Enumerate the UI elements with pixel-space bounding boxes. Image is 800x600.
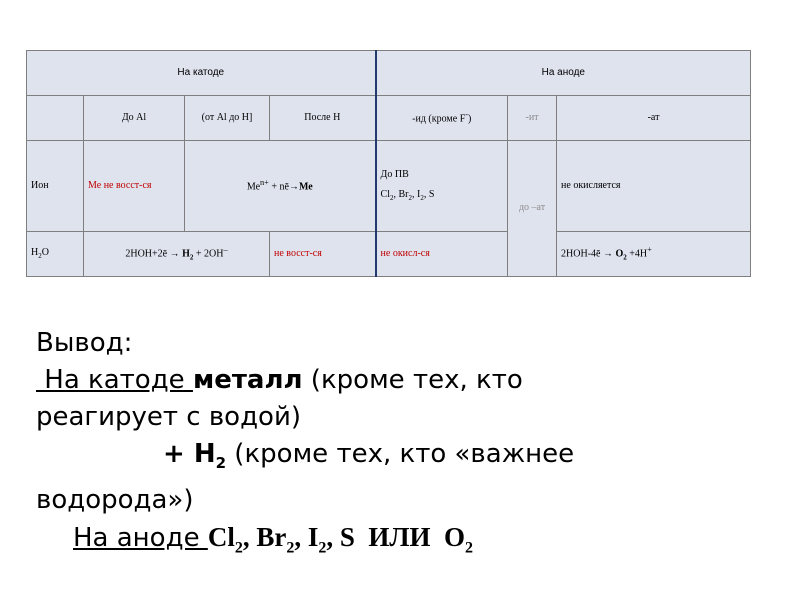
cathode-conclusion: На катоде металл (кроме тех, кто	[36, 365, 523, 395]
metal-reduction-equation: $Ме^{n+}$ + nē→Ме	[185, 141, 376, 232]
col-at-anion: -ат	[557, 96, 751, 141]
it-to-at-note: до –ат	[508, 141, 557, 277]
halide-oxidation: До ПВ $Cl_2$, $Br_2$, $I_2$, S	[376, 141, 508, 232]
ion-row-label: Ион	[27, 141, 84, 232]
water-not-oxidized: не окисл-ся	[376, 232, 508, 277]
empty-corner-cell	[27, 96, 84, 141]
hydrogen-conclusion-cont: водорода»)	[36, 485, 194, 516]
hydrogen-conclusion: + $H_2$ (кроме тех, кто «важнее	[163, 439, 575, 473]
anode-header: На аноде	[376, 51, 751, 96]
col-it-anion: -ит	[508, 96, 557, 141]
water-reduction-equation: 2HOH+2ē → $H_2 + 2OH^-$	[84, 232, 270, 277]
water-oxidation-equation: 2HOH-4ē → $O_2 +4H^+$	[557, 232, 751, 277]
cathode-header: На катоде	[27, 51, 376, 96]
col-al-to-h: (от Al до H]	[185, 96, 270, 141]
col-before-al: До Al	[84, 96, 185, 141]
cathode-conclusion-cont: реагирует с водой)	[36, 402, 302, 432]
electrolysis-table	[26, 50, 751, 277]
water-not-reduced: не восст-ся	[270, 232, 376, 277]
conclusion-title: Вывод:	[36, 328, 133, 358]
conclusion-text	[36, 325, 776, 567]
col-id-anion: -ид (кроме F-)	[376, 96, 508, 141]
anode-conclusion: На аноде $Cl_2$, $Br_2$, $I_2$, S ИЛИ $O_2$	[73, 522, 473, 557]
water-row-label: $H_2O$	[27, 232, 84, 277]
metal-not-reduced: Ме не восст-ся	[84, 141, 185, 232]
col-after-h: После Н	[270, 96, 376, 141]
not-oxidized: не окисляется	[557, 141, 751, 232]
